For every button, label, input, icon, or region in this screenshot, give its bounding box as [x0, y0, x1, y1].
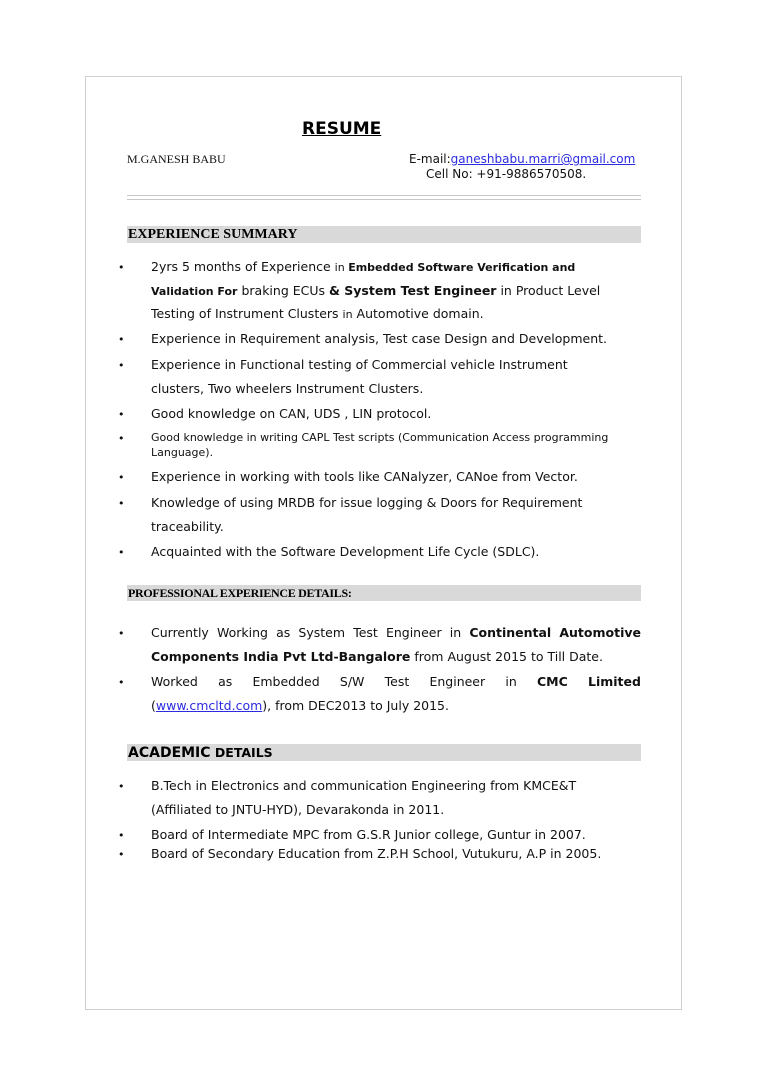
text: in: [342, 308, 353, 321]
text: Validation For: [151, 285, 238, 298]
bullet-icon: •: [118, 829, 125, 842]
word: Test: [384, 674, 410, 689]
word: in: [449, 625, 462, 640]
text: in: [334, 261, 349, 274]
header-divider: [127, 195, 641, 200]
page-border: [85, 76, 682, 1010]
text: Testing of Instrument Clusters: [151, 306, 343, 321]
acad-item-1-line-1: B.Tech in Electronics and communication Engineering from KMCE&T: [151, 778, 577, 793]
bullet-icon: •: [118, 676, 125, 689]
exp-item-1-line-3: [151, 306, 484, 321]
text: ), from DEC2013 to July 2015.: [262, 698, 449, 713]
acad-item-2: Board of Intermediate MPC from G.S.R Junior college, Guntur in 2007.: [151, 827, 586, 842]
email-line: [409, 152, 635, 166]
exp-item-2: Experience in Requirement analysis, Test case Design and Development.: [151, 331, 608, 346]
company-name: Components India Pvt Ltd-Bangalore: [151, 649, 411, 664]
word: CMC: [536, 674, 568, 689]
word: Test: [353, 625, 378, 640]
bullet-icon: •: [118, 432, 125, 445]
exp-item-3-line-2: clusters, Two wheelers Instrument Clusters.: [151, 381, 424, 396]
word: Currently: [151, 625, 209, 640]
academic-details-heading: [127, 744, 641, 761]
resume-title: RESUME: [302, 119, 382, 139]
prof-item-1-line-1: [151, 625, 641, 640]
word: Embedded: [252, 674, 320, 689]
text: 2yrs 5 months of Experience: [151, 259, 335, 274]
bullet-icon: •: [118, 848, 125, 861]
exp-item-1-line-2: [151, 283, 600, 298]
exp-item-8: Acquainted with the Software Development Life Cycle (SDLC).: [151, 544, 540, 559]
bullet-icon: •: [118, 333, 125, 346]
acad-item-3: Board of Secondary Education from Z.P.H School, Vutukuru, A.P in 2005.: [151, 846, 602, 861]
text: (: [151, 698, 156, 713]
company-website-link[interactable]: www.cmcltd.com: [155, 698, 263, 713]
cell-number: Cell No: +91-9886570508.: [426, 167, 587, 181]
text: Automotive domain.: [352, 306, 484, 321]
word: Worked: [151, 674, 198, 689]
bullet-icon: •: [118, 471, 125, 484]
text: Embedded Software Verification and: [348, 261, 576, 274]
word: S/W: [339, 674, 365, 689]
word: Working: [216, 625, 268, 640]
bullet-icon: •: [118, 261, 125, 274]
prof-item-1-line-2: [151, 649, 603, 664]
word: Engineer: [385, 625, 442, 640]
word: Automotive: [559, 625, 641, 640]
professional-experience-heading: PROFESSIONAL EXPERIENCE DETAILS:: [127, 585, 641, 601]
exp-item-4: Good knowledge on CAN, UDS , LIN protocol.: [151, 406, 432, 421]
email-label: E-mail:: [409, 152, 451, 166]
word: Continental: [469, 625, 552, 640]
word: as: [276, 625, 291, 640]
bullet-icon: •: [118, 780, 125, 793]
bullet-icon: •: [118, 627, 125, 640]
word: as: [218, 674, 233, 689]
prof-item-2-line-1: [151, 674, 641, 689]
experience-summary-heading: EXPERIENCE SUMMARY: [127, 226, 641, 243]
exp-item-7-line-1: Knowledge of using MRDB for issue logging & Doors for Requirement: [151, 495, 583, 510]
bullet-icon: •: [118, 497, 125, 510]
word: Limited: [588, 674, 641, 689]
exp-item-7-line-2: traceability.: [151, 519, 224, 534]
heading-part: ACADEMIC: [128, 745, 211, 761]
email-link[interactable]: ganeshbabu.marri@gmail.com: [450, 152, 636, 166]
exp-item-5-line-2: Language).: [151, 446, 214, 459]
candidate-name: M.GANESH BABU: [127, 152, 226, 166]
text: from August 2015 to Till Date.: [410, 649, 603, 664]
exp-item-5-line-1: Good knowledge in writing CAPL Test scripts (Communication Access programming: [151, 431, 609, 444]
bullet-icon: •: [118, 546, 125, 559]
exp-item-1-line-1: [151, 259, 575, 274]
word: in: [505, 674, 517, 689]
text: & System Test Engineer: [329, 283, 497, 298]
text: in Product Level: [496, 283, 601, 298]
acad-item-1-line-2: (Affiliated to JNTU-HYD), Devarakonda in 2011.: [151, 802, 445, 817]
prof-item-2-line-2: [151, 698, 449, 713]
word: System: [298, 625, 346, 640]
bullet-icon: •: [118, 359, 125, 372]
exp-item-6: Experience in working with tools like CANalyzer, CANoe from Vector.: [151, 469, 578, 484]
exp-item-3-line-1: Experience in Functional testing of Commercial vehicle Instrument: [151, 357, 568, 372]
word: Engineer: [429, 674, 486, 689]
bullet-icon: •: [118, 408, 125, 421]
text: braking ECUs: [237, 283, 329, 298]
heading-part: DETAILS: [210, 745, 273, 760]
